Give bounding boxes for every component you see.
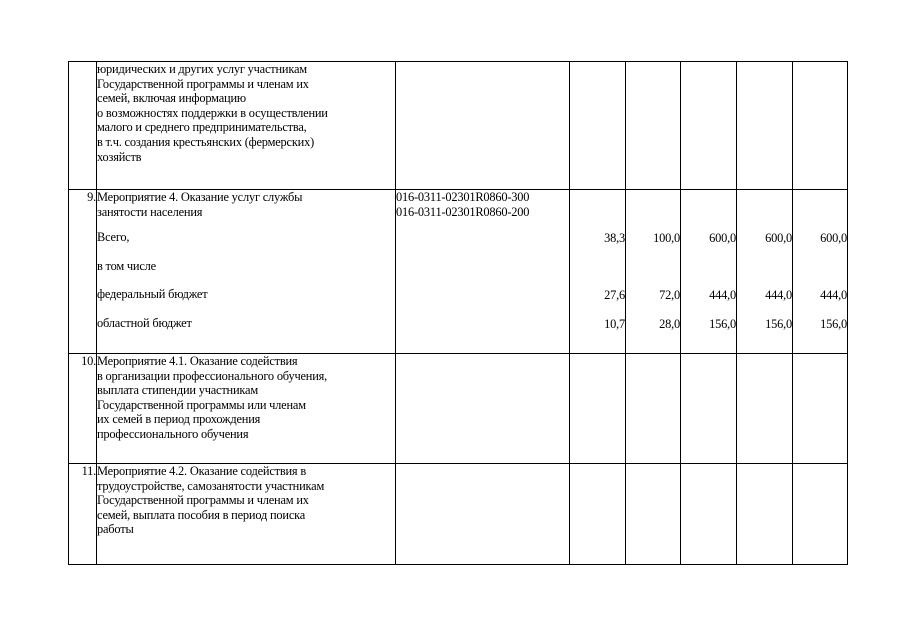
value-cell [681,62,737,190]
table-row-10 [69,354,848,464]
document-page [68,61,848,565]
value-incl [681,260,736,289]
sub-row-label: в том числе [97,258,156,273]
value-federal: 444,0 [820,288,847,303]
row-description: Мероприятие 4.2. Оказание содействия в трудоустройстве, самозанятости участникам Государственной программы и членам их семей, выплата пособия в период поиска работы [97,464,396,565]
value-cell [570,464,626,565]
value-total: 600,0 [820,231,847,245]
value-regional: 156,0 [709,316,736,331]
value-federal: 444,0 [765,288,792,303]
value-cell [681,464,737,565]
measure-title: Мероприятие 4. Оказание услуг службы занятости населения [97,190,303,219]
value-federal: 27,6 [604,288,625,303]
value-federal: 444,0 [709,288,736,303]
value-cell [737,464,793,565]
value-cell [737,354,793,464]
budget-code-cell [396,354,570,464]
value-cell [793,464,848,565]
value-regional: 28,0 [659,316,680,331]
value-regional: 156,0 [765,316,792,331]
value-incl [570,260,625,289]
budget-code: 016-0311-02301R0860-300 [396,190,530,204]
value-cell-2024 [737,190,793,354]
value-total: 38,3 [604,231,625,245]
row-description: юридических и других услуг участникам Государственной программы и членам их семей, включая информацию о возможностях поддержки в осуществлении малого и среднего предпринимательства, в т.ч. создания крестьянских (фермерских) хозяйств [97,62,396,190]
value-incl [626,260,680,289]
row-number [69,62,97,190]
row-number: 11. [69,464,97,565]
value-cell-2022 [626,190,681,354]
value-total: 100,0 [653,231,680,245]
budget-code: 016-0311-02301R0860-200 [396,204,530,219]
value-federal: 72,0 [659,288,680,303]
sub-row-label: областной бюджет [97,315,192,330]
row-description [97,190,396,354]
row-number: 9. [69,190,97,354]
budget-code-cell [396,62,570,190]
value-incl [793,260,847,289]
value-regional: 10,7 [604,316,625,331]
value-cell [570,354,626,464]
value-cell [626,354,681,464]
table-row-continuation [69,62,848,190]
value-cell [570,62,626,190]
value-cell [626,464,681,565]
value-cell [793,354,848,464]
value-cell [626,62,681,190]
value-incl [737,260,792,289]
program-table [68,61,848,565]
value-total: 600,0 [765,231,792,245]
budget-code-cell [396,190,570,354]
sub-row-label: Всего, [97,230,130,244]
row-number: 10. [69,354,97,464]
budget-code-cell [396,464,570,565]
sub-row-label: федеральный бюджет [97,287,208,302]
value-cell-2021 [570,190,626,354]
value-total: 600,0 [709,231,736,245]
table-row-9 [69,190,848,354]
value-cell-2025 [793,190,848,354]
row-description: Мероприятие 4.1. Оказание содействия в организации профессионального обучения, выплата стипендии участникам Государственной программы или членам их семей в период прохождения профессионального обучения [97,354,396,464]
value-cell [681,354,737,464]
value-regional: 156,0 [820,316,847,331]
table-row-11 [69,464,848,565]
value-cell [737,62,793,190]
value-cell-2023 [681,190,737,354]
value-cell [793,62,848,190]
